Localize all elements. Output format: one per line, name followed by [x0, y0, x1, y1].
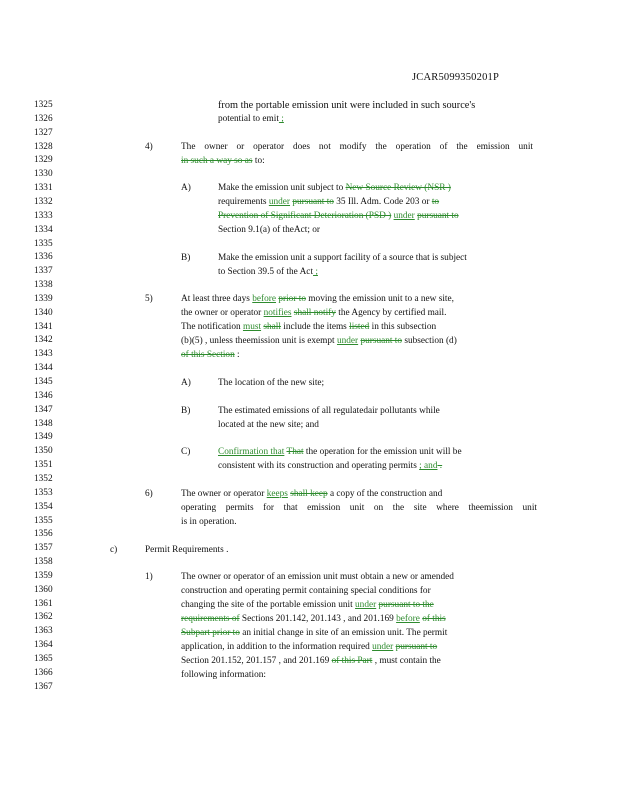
item-label-B: B) — [181, 406, 191, 416]
line-number: 1363 — [34, 626, 53, 637]
text-line-1365: Section 201.152, 201.157 , and 201.169 of this Part , must contain the — [181, 656, 441, 666]
text-line-1329: in such a way so as to: — [181, 156, 265, 166]
text-line-1334: Section 9.1(a) of theAct; or — [218, 225, 320, 235]
text-line-1348: located at the new site; and — [218, 420, 319, 430]
text-line-1331: Make the emission unit subject to New Source Review (NSR ) — [218, 183, 451, 193]
text-line-1355: is in operation. — [181, 517, 237, 527]
line-number: 1355 — [34, 515, 53, 526]
text-line-1343: of this Section : — [181, 350, 240, 360]
text-line-1325: from the portable emission unit were included in such source's — [218, 100, 476, 111]
line-number: 1340 — [34, 307, 53, 318]
text-line-1345: The location of the new site; — [218, 378, 325, 388]
text-line-1366: following information: — [181, 670, 266, 680]
text-line-1354: operating permits for that emission unit on the site where theemission unit — [181, 503, 537, 513]
text-line-1326: potential to emit ; — [218, 114, 284, 124]
line-number: 1358 — [34, 557, 53, 567]
line-number: 1353 — [34, 487, 53, 498]
line-number: 1359 — [34, 570, 53, 581]
line-number: 1331 — [34, 183, 53, 194]
line-number: 1335 — [34, 238, 53, 249]
line-number: 1339 — [34, 293, 53, 304]
text-line-1336: Make the emission unit a support facility of a source that is subject — [218, 253, 467, 263]
item-label-A: A) — [181, 378, 191, 388]
text-line-1347: The estimated emissions of all regulatedair pollutants while — [218, 406, 440, 416]
line-number: 1328 — [34, 141, 53, 152]
item-label-A: A) — [181, 183, 191, 193]
line-number: 1337 — [34, 266, 53, 277]
item-label-5: 5) — [145, 294, 153, 304]
line-number: 1354 — [34, 501, 53, 512]
line-number: 1350 — [34, 446, 53, 457]
line-number: 1367 — [34, 681, 53, 692]
item-label-C: C) — [181, 447, 191, 457]
text-line-1351: consistent with its construction and operating permits ; and . — [218, 461, 443, 471]
line-number: 1338 — [34, 280, 53, 290]
document-header-code: JCAR5099350201P — [412, 72, 500, 83]
line-number: 1356 — [34, 529, 53, 540]
line-number: 1342 — [34, 335, 53, 346]
text-line-1339: At least three days before prior to moving the emission unit to a new site, — [181, 294, 454, 304]
line-number: 1345 — [34, 377, 53, 387]
line-number: 1341 — [34, 321, 53, 332]
line-number: 1336 — [34, 252, 53, 263]
line-number: 1343 — [34, 349, 53, 360]
line-number: 1349 — [34, 432, 53, 443]
text-line-1353: The owner or operator keeps shall keep a copy of the construction and — [181, 489, 443, 499]
line-number: 1360 — [34, 584, 53, 595]
text-line-1332: requirements under pursuant to 35 Ill. Adm. Code 203 or to — [218, 197, 440, 207]
section-label-c: c) — [110, 545, 118, 555]
line-number: 1334 — [34, 224, 53, 235]
line-number: 1326 — [34, 113, 53, 124]
line-number: 1325 — [34, 100, 53, 110]
line-number: 1364 — [34, 640, 53, 651]
line-number: 1348 — [34, 418, 53, 429]
item-label-B: B) — [181, 253, 191, 263]
line-number: 1332 — [34, 196, 53, 207]
text-line-1361: changing the site of the portable emission unit under pursuant to the — [181, 600, 434, 610]
line-number: 1347 — [34, 404, 53, 415]
line-number: 1361 — [34, 598, 53, 609]
text-line-1328: The owner or operator does not modify the operation of the emission unit — [181, 142, 533, 152]
line-number: 1329 — [34, 155, 53, 166]
text-line-1337: to Section 39.5 of the Act ; — [218, 267, 318, 277]
line-number: 1357 — [34, 543, 53, 554]
text-line-1359: The owner or operator of an emission unit must obtain a new or amended — [181, 572, 454, 582]
line-number: 1351 — [34, 460, 53, 471]
text-line-1360: construction and operating permit containing special conditions for — [181, 586, 431, 596]
text-line-1341: The notification must shall include the items listed in this subsection — [181, 322, 437, 332]
line-number: 1352 — [34, 473, 53, 484]
line-number: 1327 — [34, 127, 53, 138]
text-line-1362: requirements of Sections 201.142, 201.143 , and 201.169 before of this — [181, 614, 446, 624]
item-label-6: 6) — [145, 489, 153, 499]
text-line-1333: Prevention of Significant Deterioration (PSD ) under pursuant to — [218, 211, 459, 221]
line-number: 1346 — [34, 390, 53, 401]
line-number: 1330 — [34, 169, 53, 180]
text-line-1350: Confirmation that That the operation for the emission unit will be — [218, 447, 462, 457]
line-number: 1344 — [34, 363, 53, 374]
line-number: 1365 — [34, 654, 53, 664]
line-number: 1366 — [34, 667, 53, 678]
line-number: 1333 — [34, 210, 53, 221]
text-line-1363: Subpart prior to an initial change in site of an emission unit. The permit — [181, 628, 448, 638]
text-line-1364: application, in addition to the information required under pursuant to — [181, 642, 438, 652]
section-heading-permit-requirements: Permit Requirements . — [145, 545, 229, 555]
text-line-1342: (b)(5) , unless theemission unit is exempt under pursuant to subsection (d) — [181, 336, 457, 346]
item-label-1: 1) — [145, 572, 153, 582]
text-line-1340: the owner or operator notifies shall notify the Agency by certified mail. — [181, 308, 447, 318]
line-number: 1362 — [34, 612, 53, 623]
item-label-4: 4) — [145, 142, 153, 152]
